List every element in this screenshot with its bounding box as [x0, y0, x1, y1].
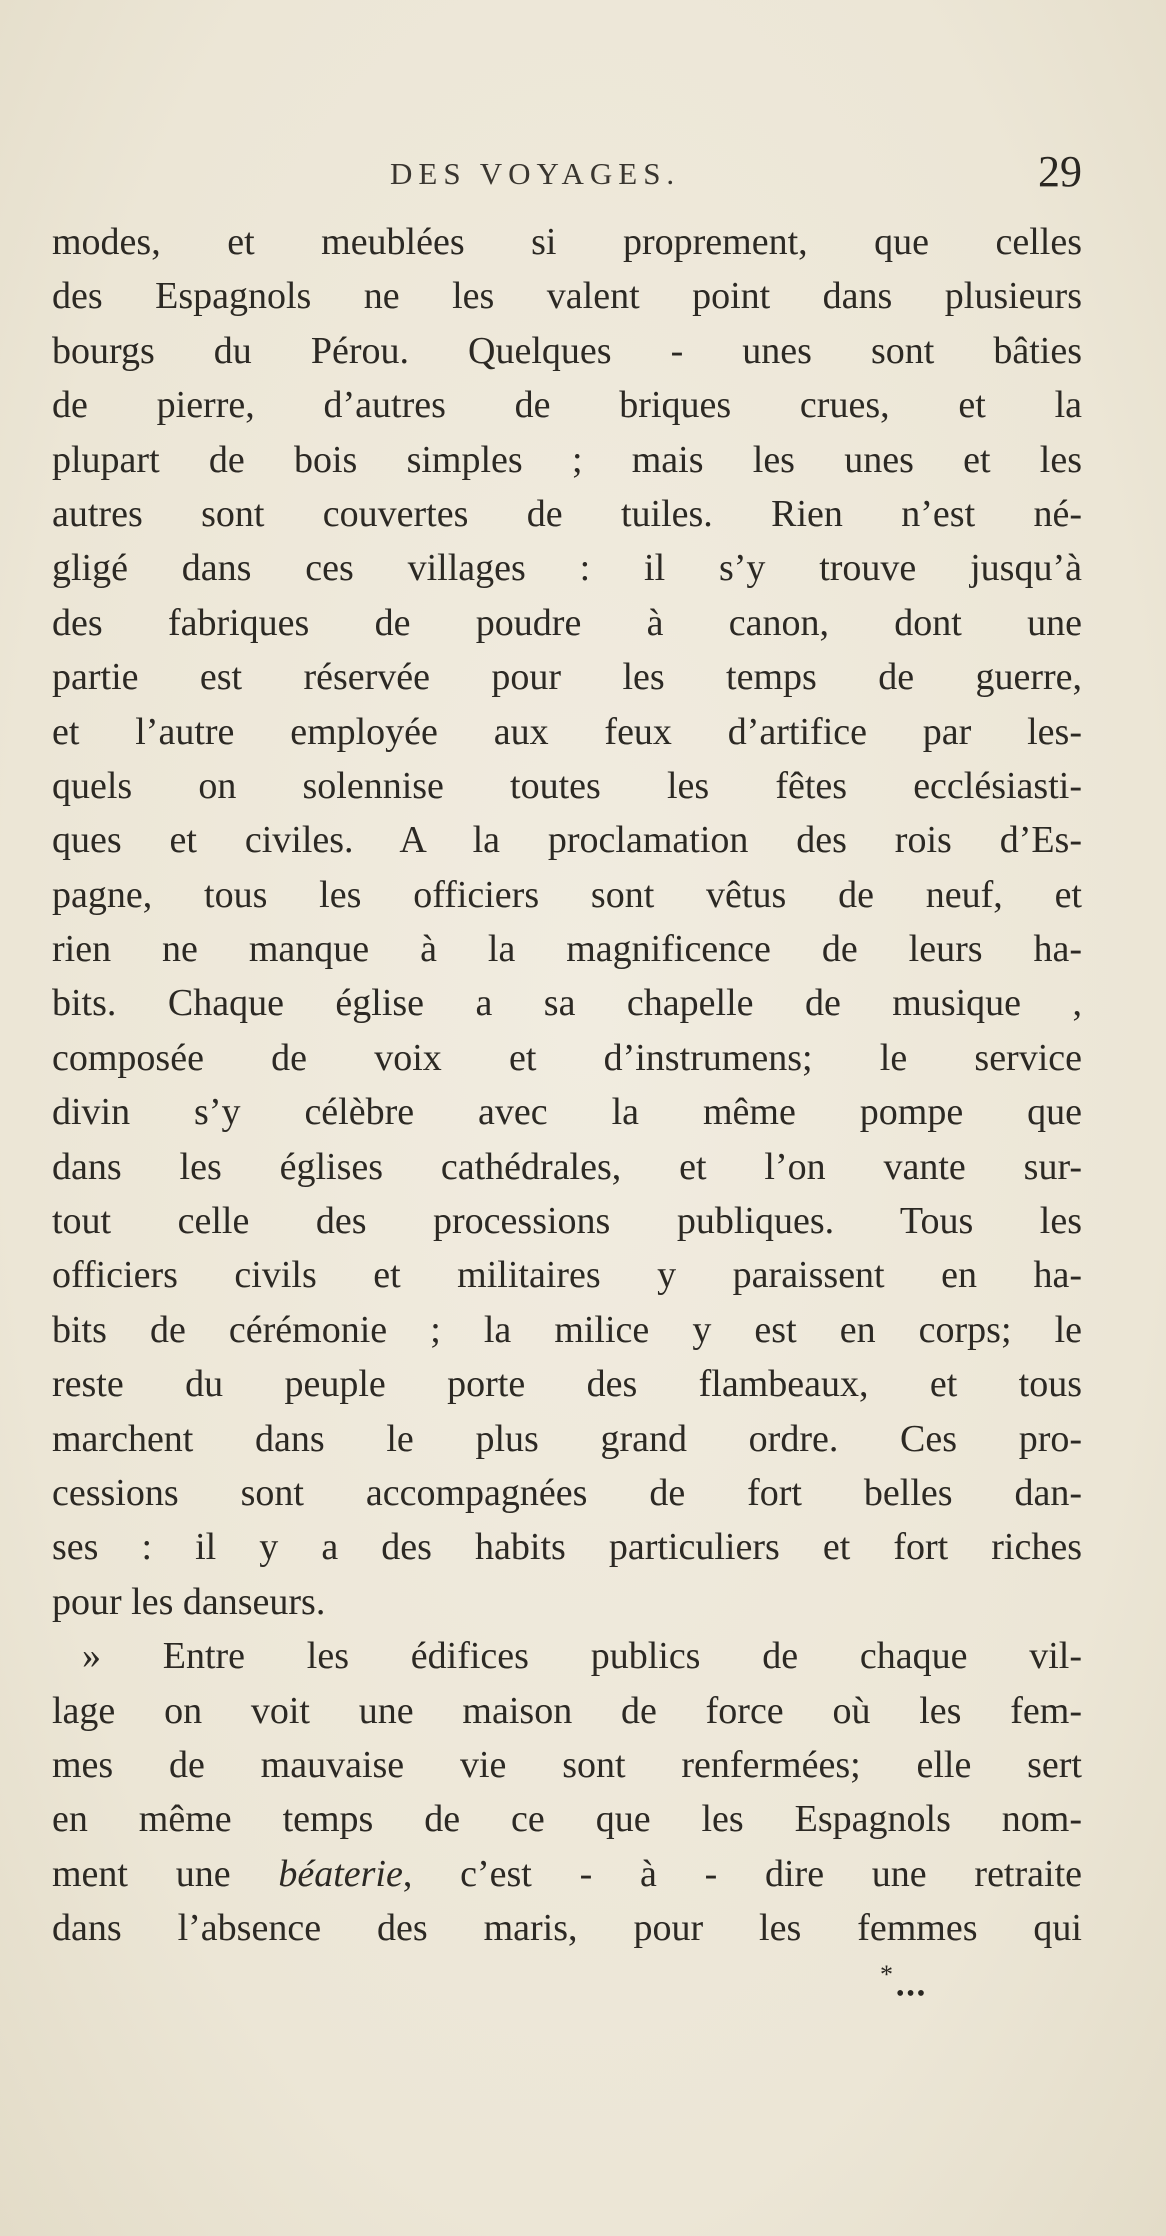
text-line: pagne, tous les officiers sont vêtus de neuf, et [52, 873, 1082, 916]
text-line: divin s’y célèbre avec la même pompe que [52, 1091, 1082, 1134]
signature-mark [880, 1962, 927, 2006]
paragraph-start-line: » Entre les édifices publics de chaque vil- [82, 1635, 1082, 1678]
page-number: 29 [1038, 147, 1082, 196]
text-line: de pierre, d’autres de briques crues, et la [52, 384, 1082, 427]
text-line: ses : il y a des habits particuliers et fort riches [52, 1526, 1082, 1569]
text-line: en même temps de ce que les Espagnols nom- [52, 1798, 1082, 1841]
running-head [52, 147, 1082, 200]
text-line: officiers civils et militaires y paraissent en ha- [52, 1254, 1082, 1297]
text-line: des Espagnols ne les valent point dans plusieurs [52, 275, 1082, 318]
italic-line-after: , c’est - à - dire une retraite [402, 1852, 1082, 1895]
running-title: DES VOYAGES. [390, 156, 681, 191]
text-line: autres sont couvertes de tuiles. Rien n’est né- [52, 492, 1082, 535]
text-line: marchent dans le plus grand ordre. Ces pro- [52, 1417, 1082, 1460]
text-line: et l’autre employée aux feux d’artifice par les- [52, 710, 1082, 753]
text-line: cessions sont accompagnées de fort belles dan- [52, 1471, 1082, 1514]
italic-line-before: ment une [52, 1852, 279, 1895]
text-line: bits de cérémonie ; la milice y est en corps; le [52, 1308, 1082, 1351]
text-line: composée de voix et d’instrumens; le service [52, 1036, 1082, 1079]
text-line: ques et civiles. A la proclamation des rois d’Es- [52, 819, 1082, 862]
text-line: mes de mauvaise vie sont renfermées; elle sert [52, 1743, 1082, 1786]
signature-star: * [880, 1960, 895, 1989]
text-line: quels on solennise toutes les fêtes ecclésiasti- [52, 764, 1082, 807]
text-line: plupart de bois simples ; mais les unes et les [52, 438, 1082, 481]
text-line: dans les églises cathédrales, et l’on vante sur- [52, 1145, 1082, 1188]
italic-word: béaterie [278, 1852, 403, 1895]
text-line: bourgs du Pérou. Quelques - unes sont bâties [52, 329, 1082, 372]
text-line: gligé dans ces villages : il s’y trouve jusqu’à [52, 547, 1082, 590]
text-line-with-italic [52, 1847, 1082, 1901]
text-line: lage on voit une maison de force où les fem- [52, 1689, 1082, 1732]
text-block [52, 215, 1082, 1956]
text-line: rien ne manque à la magnificence de leurs ha- [52, 928, 1082, 971]
text-line: des fabriques de poudre à canon, dont une [52, 601, 1082, 644]
text-line: tout celle des processions publiques. Tous les [52, 1200, 1082, 1243]
text-line: modes, et meublées si proprement, que celles [52, 221, 1082, 263]
paragraph-end-line: pour les danseurs. [52, 1580, 326, 1623]
text-line: partie est réservée pour les temps de guerre, [52, 656, 1082, 699]
text-line: reste du peuple porte des flambeaux, et tous [52, 1363, 1082, 1406]
text-line: dans l’absence des maris, pour les femmes qui [52, 1907, 1082, 1950]
signature-dots: ••• [896, 1981, 928, 2007]
text-line: bits. Chaque église a sa chapelle de musique , [52, 982, 1082, 1025]
